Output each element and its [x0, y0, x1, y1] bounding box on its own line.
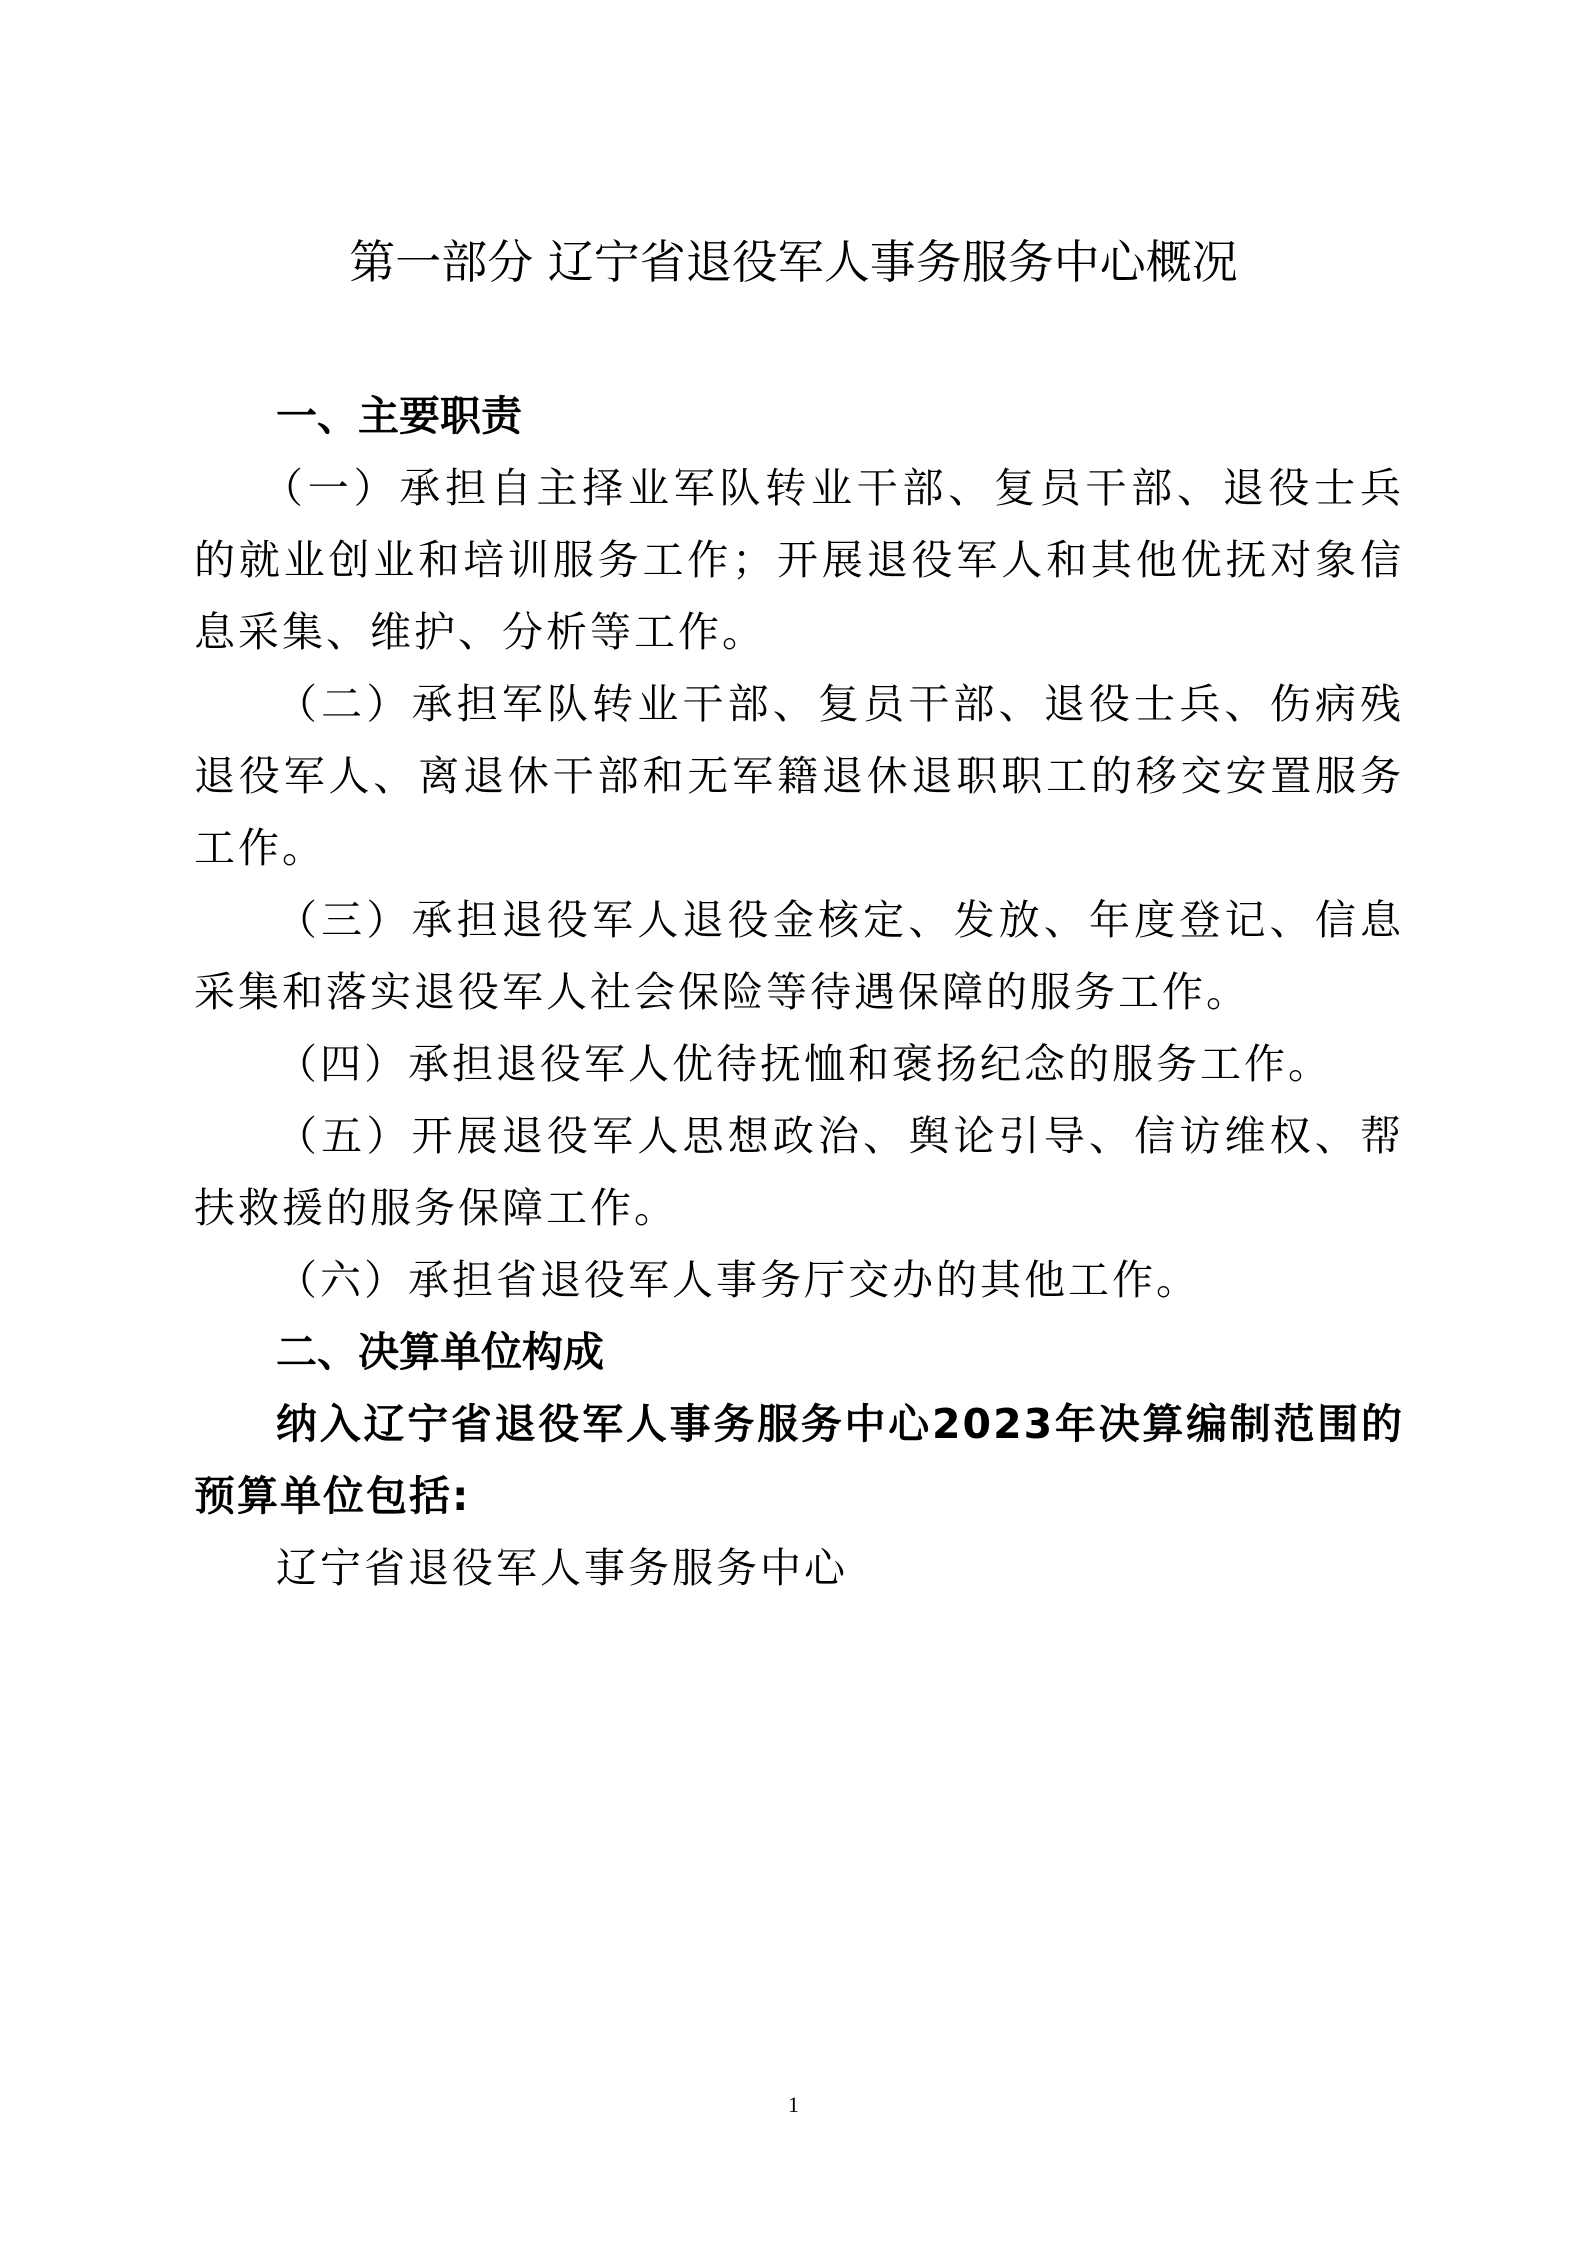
document-title: 第一部分 辽宁省退役军人事务服务中心概况	[349, 235, 1238, 289]
section-heading-responsibilities: 一、主要职责	[276, 392, 522, 440]
section-heading-units: 二、决算单位构成	[276, 1328, 604, 1376]
page-number: 1	[788, 2092, 799, 2117]
scope-intro-paragraph: 纳入辽宁省退役军人事务服务中心2023年决算编制范围的预算单位包括:	[194, 1400, 1404, 1520]
document-body	[194, 380, 1404, 1604]
responsibility-item: （五）开展退役军人思想政治、舆论引导、信访维权、帮扶救援的服务保障工作。	[194, 1112, 1404, 1232]
unit-name: 辽宁省退役军人事务服务中心	[276, 1544, 848, 1592]
responsibility-item: （三）承担退役军人退役金核定、发放、年度登记、信息采集和落实退役军人社会保险等待遇保障的服务工作。	[194, 896, 1404, 1016]
responsibility-item: （二）承担军队转业干部、复员干部、退役士兵、伤病残退役军人、离退休干部和无军籍退休退职职工的移交安置服务工作。	[194, 680, 1404, 872]
responsibility-item: （一）承担自主择业军队转业干部、复员干部、退役士兵的就业创业和培训服务工作；开展退役军人和其他优抚对象信息采集、维护、分析等工作。	[194, 464, 1404, 656]
responsibility-item: （六）承担省退役军人事务厅交办的其他工作。	[276, 1256, 1200, 1304]
responsibility-item: （四）承担退役军人优待抚恤和褒扬纪念的服务工作。	[276, 1040, 1332, 1088]
